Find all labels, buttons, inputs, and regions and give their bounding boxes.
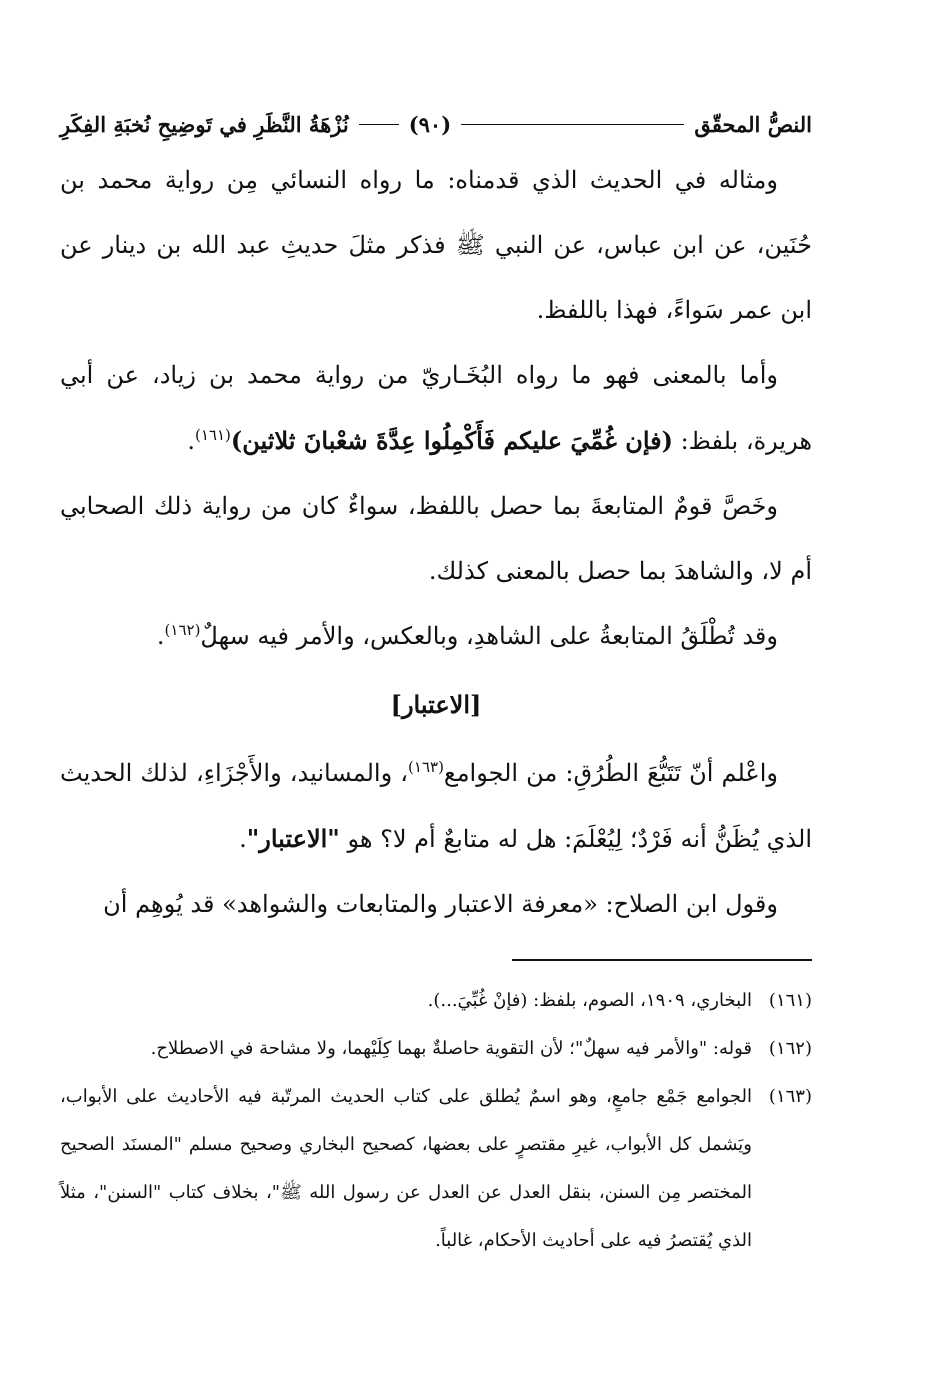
paragraph-5 (60, 741, 812, 872)
header-left-title: نُزْهَةُ النَّظَرِ في تَوضِيحِ نُخبَةِ الفِكَرِ (60, 111, 349, 137)
footnote-text: الجوامع جَمْع جامعٍ، وهو اسمٌ يُطلق على كتاب الحديث المرتّبة فيه الأحاديث على الأبواب، ويَشمل كل الأبواب، غيرِ مقتصرٍ على بعضها، كصحيح البخاري وصحيح مسلم "المسنَد الصحيح المختصر مِن السنن، بنقل العدل عن العدل عن رسول الله ﷺ"، بخلاف كتاب "السنن"، مثلاً الذي يُقتصرُ فيه على أحاديث الأحكام، غالباً. (60, 1086, 752, 1251)
footnote-number: (١٦٢) (768, 1038, 812, 1059)
paragraph-4-text: وقد تُطْلَقُ المتابعةُ على الشاهدِ، وبالعكس، والأمر فيه سهلٌ (200, 622, 778, 650)
footnote-ref-162: (١٦٢) (164, 621, 201, 639)
paragraph-3: وخَصَّ قومٌ المتابعةَ بما حصل باللفظ، سواءٌ كان من رواية ذلك الصحابي أم لا، والشاهدَ بما حصل بالمعنى كذلك. (60, 492, 812, 585)
paragraph-6: وقول ابن الصلاح: «معرفة الاعتبار والمتابعات والشواهد» قد يُوهِم أن (103, 890, 778, 918)
paragraph-2-end: . (187, 427, 195, 455)
footnote-161 (60, 977, 812, 1025)
header-rule-right (461, 124, 684, 125)
footnote-number: (١٦٣) (768, 1086, 812, 1107)
footnote-number: (١٦١) (768, 990, 812, 1011)
paragraph-2 (60, 343, 812, 474)
footnote-ref-161: (١٦١) (195, 426, 231, 444)
paragraph-4 (60, 604, 812, 669)
page-number: (٩٠) (408, 111, 452, 137)
footnote-text: قوله: "والأمر فيه سهلٌ"؛ لأن التقوية حاصلةٌ بهما كِلَيْهما، ولا مشاحة في الاصطلاح. (150, 1038, 752, 1059)
paragraph-5-end: . (239, 825, 247, 853)
paragraph-2-text: وأما بالمعنى فهو ما رواه البُخَـاريّ من رواية محمد بن زياد، عن أبي هريرة، بلفظ: (60, 361, 812, 455)
section-heading: [الاعتبار] (390, 690, 482, 719)
paragraph-5-text-1: واعْلم أنّ تَتَبُّعَ الطُرُقِ: من الجوامع (443, 759, 779, 787)
paragraph-1: ومثاله في الحديث الذي قدمناه: ما رواه النسائي مِن رواية محمد بن حُنَين، عن ابن عباس، عن النبي ﷺ فذكر مثلَ حديثِ عبد الله بن دينار عن ابن عمر سَواءً، فهذا باللفظ. (60, 166, 812, 324)
hadith-quote: (فإن غُمِّيَ عليكم فَأَكْمِلُوا عِدَّةَ شعْبانَ ثلاثين) (230, 426, 673, 455)
footnote-163 (60, 1073, 812, 1265)
paragraph-4-end: . (156, 622, 165, 650)
footnote-ref-163: (١٦٣) (408, 758, 444, 776)
paragraph-5-text-2: ، والمسانيد، والأَجْزَاءِ، لذلك الحديث الذي يُظَنُّ أنه فَرْدٌ؛ لِيُعْلَمَ: هل له متابعٌ أم لا؟ هو (60, 759, 812, 853)
header-rule-left (359, 124, 399, 125)
running-header (60, 100, 812, 148)
footnote-separator (512, 959, 812, 961)
itibar-term: "الاعتبار" (246, 824, 340, 853)
footnote-162 (60, 1025, 812, 1073)
footnote-text: البخاري، ١٩٠٩، الصوم، بلفظ: (فإنْ غُبِّيَ...). (427, 990, 752, 1011)
book-page (60, 100, 812, 1265)
header-right-title: النصُّ المحقّق (694, 111, 812, 137)
